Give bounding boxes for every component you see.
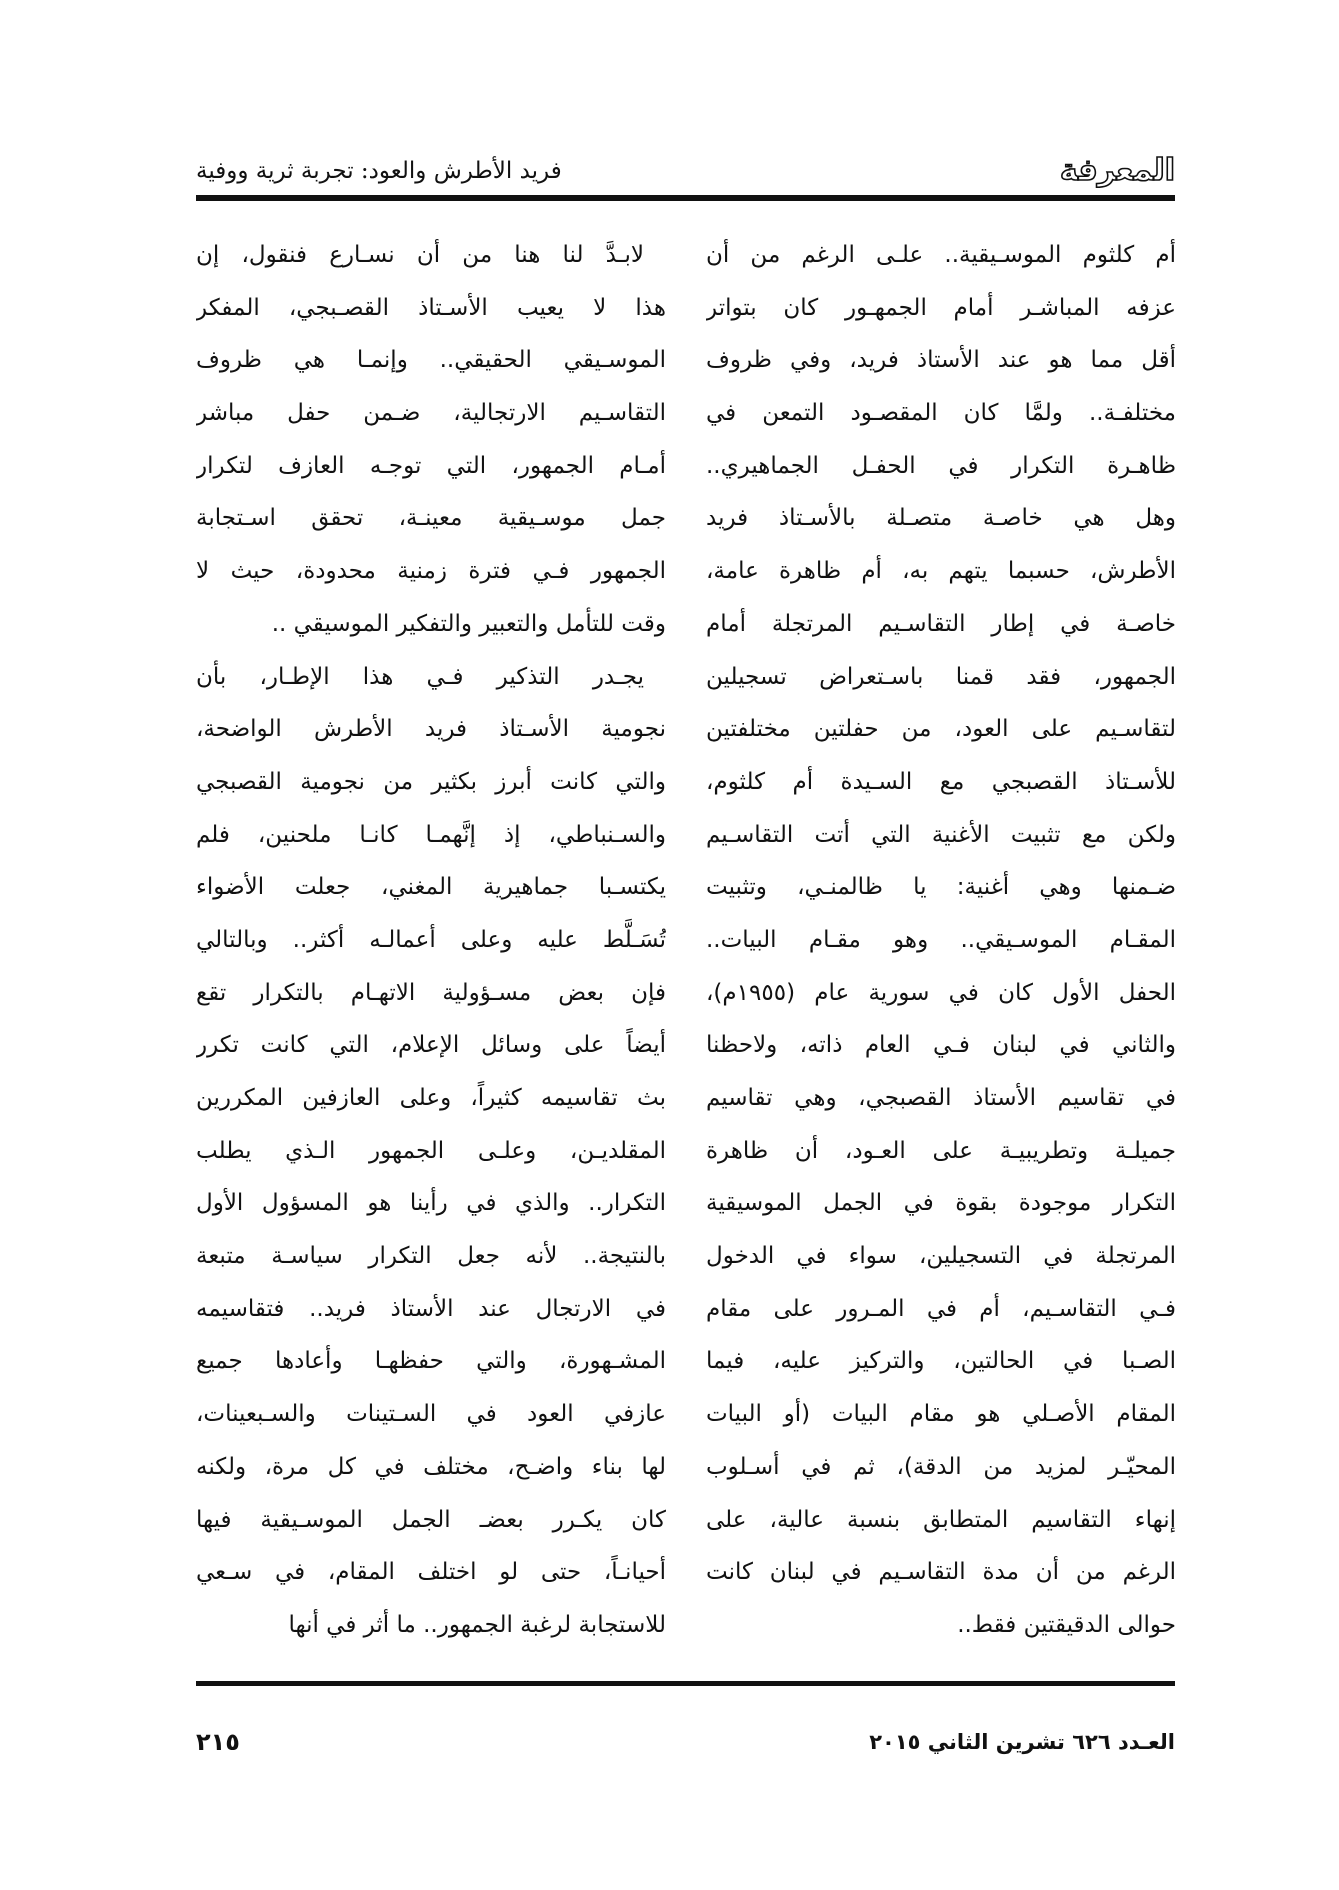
text-line: المشـهورة، والتي حفظهـا وأعادها جميع [196,1348,666,1375]
text-line: مختلفـة.. ولمَّا كان المقصـود التمعن في [706,400,1176,427]
text-line: والسـنباطي، إذ إنَّهمـا كانـا ملحنين، فلم [196,821,666,848]
page-header [196,150,1175,192]
text-line: الحفل الأول كان في سورية عام (١٩٥٥م)، [706,979,1176,1006]
text-line: جميلـة وتطريبيـة على العـود، أن ظاهرة [706,1137,1176,1164]
text-line: أم كلثوم الموسـيقية.. علـى الرغم من أن [706,242,1176,268]
text-line: يكتسـبا جماهيرية المغني، جعلت الأضواء [196,874,666,901]
text-line: أمـام الجمهور، التي توجـه العازف لتكرار [196,452,666,479]
text-line: المقلديـن، وعلـى الجمهور الـذي يطلب [196,1137,666,1164]
text-line: حوالى الدقيقتين فقط.. [957,1611,1176,1638]
text-line: فـي التقاسـيم، أم في المـرور على مقام [706,1295,1176,1322]
text-line: خاصـة في إطار التقاسـيم المرتجلة أمام [706,610,1176,637]
text-line: أحيانـاً، حتى لو اختلف المقام، في سـعي [196,1559,666,1586]
text-line: إنهاء التقاسيم المتطابق بنسبة عالية، على [706,1506,1176,1533]
text-line: الرغم من أن مدة التقاسـيم في لبنان كانت [706,1559,1176,1586]
text-line: هذا لا يعيب الأسـتاذ القصـبجي، المفكر [196,294,666,321]
text-line: للأسـتاذ القصبجي مع السـيدة أم كلثوم، [706,768,1176,795]
issue-info: العـدد ٦٢٦ تشرين الثاني ٢٠١٥ [869,1730,1175,1754]
text-line: الجمهور، فقد قمنا باسـتعراض تسجيلين [706,663,1176,690]
text-line: تُسَـلَّط عليه وعلى أعمالـه أكثر.. وبالتالي [196,926,666,953]
text-column-right [706,229,1176,1652]
text-line: لتقاسـيم على العود، من حفلتين مختلفتين [706,716,1176,743]
running-title: فريد الأطرش والعود: تجربة ثرية ووفية [196,158,562,184]
text-line: الجمهور فـي فترة زمنية محدودة، حيث لا [196,558,666,585]
text-line: وهل هي خاصـة متصـلة بالأسـتاذ فريد [706,505,1176,532]
text-line: أيضاً على وسائل الإعلام، التي كانت تكرر [196,1032,666,1059]
text-line: بث تقاسيمه كثيراً، وعلى العازفين المكررين [196,1085,666,1111]
page-number: ٢١٥ [196,1728,240,1756]
magazine-logo: المعرفة [1059,153,1175,188]
text-line: جمل موسـيقية معينـة، تحقق اسـتجابة [196,505,666,532]
text-line: نجومية الأسـتاذ فريد الأطرش الواضحة، [196,716,666,743]
text-line: عازفي العود في السـتينات والسـبعينات، [196,1401,666,1428]
text-line: ولكن مع تثبيت الأغنية التي أتت التقاسـيم [706,821,1176,848]
text-line: في تقاسيم الأستاذ القصبجي، وهي تقاسيم [706,1085,1176,1111]
text-line: للاستجابة لرغبة الجمهور.. ما أثر في أنها [288,1611,666,1638]
page-footer [196,1724,1175,1764]
text-line: بالنتيجة.. لأنه جعل التكرار سياسـة متبعة [196,1243,666,1270]
text-line: الموسـيقي الحقيقي.. وإنمـا هي ظروف [196,347,666,374]
text-line: المرتجلة في التسجيلين، سواء في الدخول [706,1243,1176,1270]
text-line: والثاني في لبنان فـي العام ذاته، ولاحظنا [706,1032,1176,1059]
header-rule [196,195,1175,201]
text-line: عزفه المباشـر أمام الجمهـور كان بتواتر [706,294,1176,321]
text-line: لها بناء واضـح، مختلف في كل مرة، ولكنه [196,1453,666,1480]
text-line: المقام الأصـلي هو مقام البيات (أو البيات [706,1401,1176,1428]
text-line: وقت للتأمل والتعبير والتفكير الموسيقي .. [271,610,666,637]
text-line: الأطرش، حسبما يتهم به، أم ظاهرة عامة، [706,558,1176,585]
text-line: في الارتجال عند الأستاذ فريد.. فتقاسيمه [196,1295,666,1322]
text-line: ضـمنها وهي أغنية: يا ظالمنـي، وتثبيت [706,874,1176,901]
text-column-left [196,229,666,1652]
text-line: ظاهـرة التكرار في الحفـل الجماهيري.. [706,452,1176,479]
text-line: فإن بعض مسـؤولية الاتهـام بالتكرار تقع [196,979,666,1006]
text-line: التكرار.. والذي في رأينا هو المسؤول الأول [196,1190,666,1217]
text-line: المقـام الموسـيقي.. وهو مقـام البيات.. [706,926,1176,953]
text-line: التكرار موجودة بقوة في الجمل الموسيقية [706,1190,1176,1217]
footer-rule [196,1681,1175,1686]
text-line: التقاسـيم الارتجالية، ضـمن حفل مباشر [196,400,666,427]
text-line: المحيّـر لمزيد من الدقة)، ثم في أسـلوب [706,1453,1176,1480]
text-line: كان يكـرر بعضـ الجمل الموسـيقية فيها [196,1506,666,1533]
text-line: يجـدر التذكير فـي هذا الإطـار، بأن [196,663,644,690]
text-line: لابـدَّ لنا هنا من أن نسـارع فنقول، إن [196,242,644,268]
text-line: الصـبا في الحالتين، والتركيز عليه، فيما [706,1348,1176,1375]
text-line: أقل مما هو عند الأستاذ فريد، وفي ظروف [706,347,1176,374]
text-line: والتي كانت أبرز بكثير من نجومية القصبجي [196,768,666,795]
